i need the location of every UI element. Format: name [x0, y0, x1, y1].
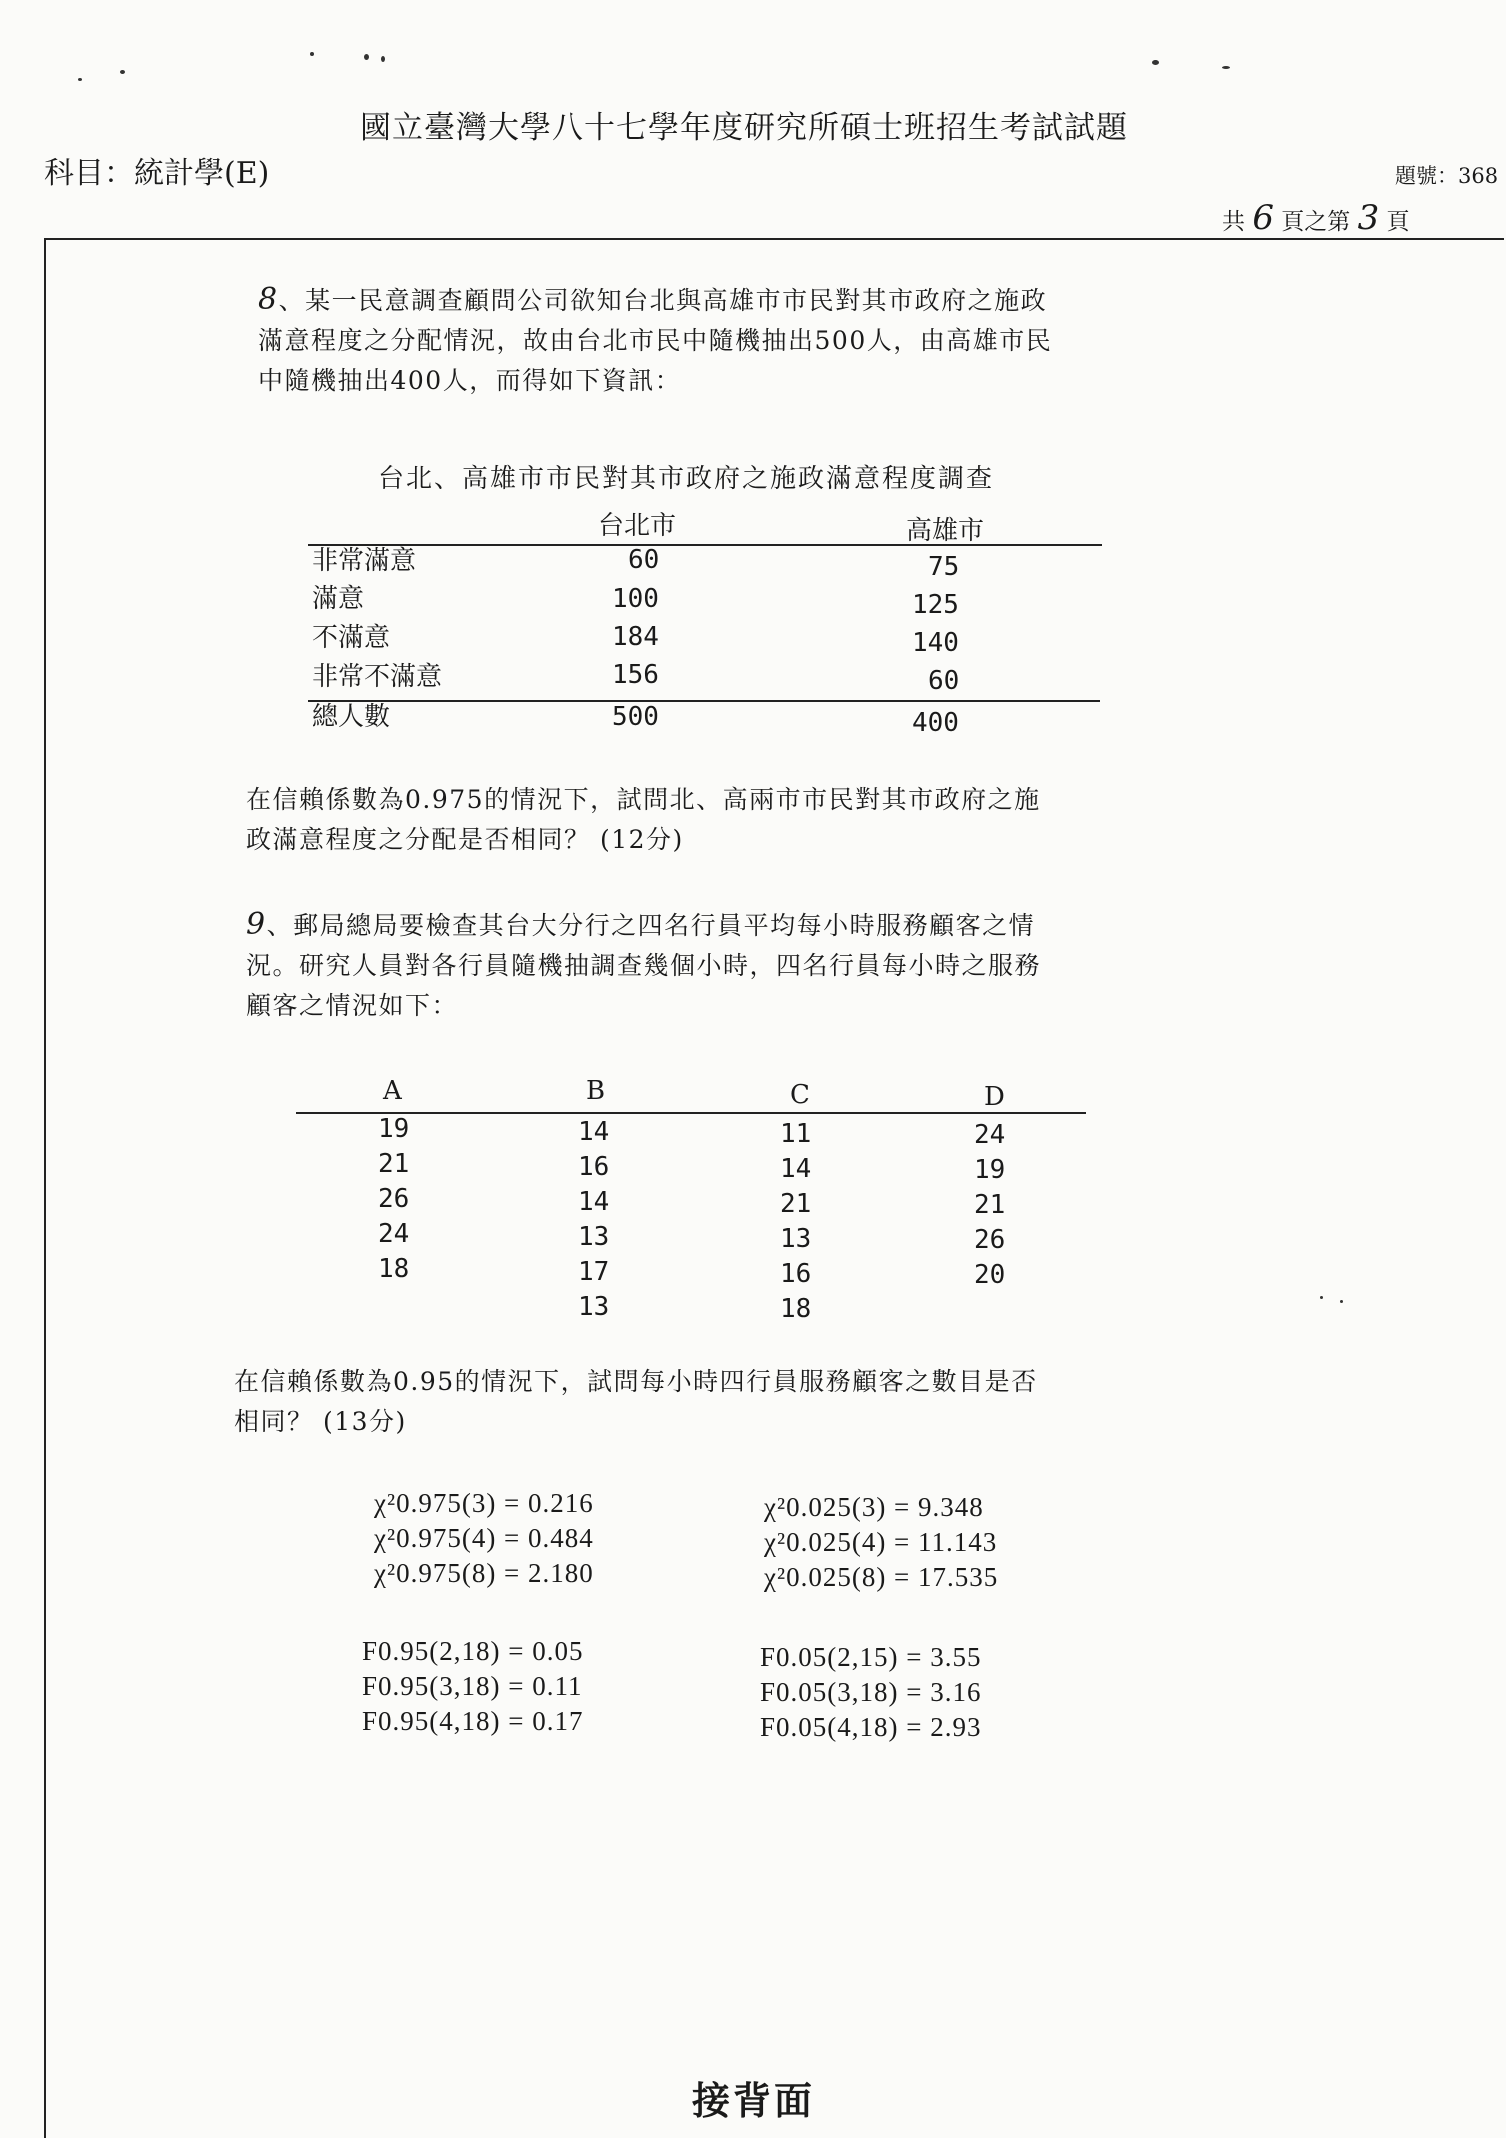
- q9-header-d: D: [984, 1082, 1005, 1112]
- q9-cell: 16: [578, 1152, 610, 1182]
- q9-intro: [246, 905, 1041, 1026]
- q8-row-label: 非常滿意: [312, 546, 417, 576]
- q9-cell: 14: [578, 1117, 610, 1147]
- chi-value: χ²0.975(8) = 2.180: [374, 1558, 594, 1588]
- q9-cell: 24: [974, 1120, 1006, 1150]
- exam-title: 國立臺灣大學八十七學年度研究所碩士班招生考試試題: [360, 110, 1128, 146]
- pages-prefix: 共: [1222, 209, 1245, 235]
- q9-cell: 13: [578, 1292, 610, 1322]
- q8-line-1: 、某一民意調查顧問公司欲知台北與高雄市市民對其市政府之施政: [278, 286, 1048, 315]
- q8-number: 8: [258, 282, 279, 317]
- q8-total-taipei: 500: [612, 702, 659, 732]
- q8-cell: 184: [612, 622, 659, 652]
- q8-col-header-kaohsiung: 高雄市: [906, 516, 985, 546]
- q8-col-header-taipei: 台北市: [598, 511, 677, 541]
- continue-overleaf-note: 接背面: [692, 2078, 816, 2123]
- f-lower-values: [362, 1634, 583, 1739]
- f-value: F0.05(3,18) = 3.16: [760, 1677, 982, 1707]
- q9-table-rule: [296, 1112, 1086, 1114]
- f-value: F0.05(4,18) = 2.93: [760, 1712, 982, 1742]
- q8-total-kaohsiung: 400: [912, 708, 959, 738]
- q8-table-rule-total: [308, 700, 1100, 702]
- q8-row-label: 滿意: [312, 584, 365, 614]
- q8-cell: 125: [912, 590, 959, 620]
- q9-cell: 16: [780, 1259, 812, 1289]
- q9-cell: 24: [378, 1219, 410, 1249]
- q9-column-b: [578, 1115, 609, 1325]
- q8-total-label: 總人數: [312, 702, 391, 732]
- q9-column-c: [780, 1117, 811, 1327]
- q9-question: [234, 1362, 1038, 1442]
- q8-line-2: 滿意程度之分配情況，故由台北市民中隨機抽出500人，由高雄市民: [258, 326, 1053, 355]
- q9-cell: 21: [780, 1189, 812, 1219]
- pages-total: 6: [1252, 198, 1274, 238]
- chi-value: χ²0.025(8) = 17.535: [764, 1562, 999, 1592]
- q9-cell: 17: [578, 1257, 610, 1287]
- q8-cell: 75: [928, 552, 960, 582]
- q8-question: [246, 780, 1041, 860]
- pages-mid: 頁之第: [1281, 209, 1351, 235]
- q9-cell: 11: [780, 1119, 812, 1149]
- f-value: F0.95(3,18) = 0.11: [362, 1671, 583, 1701]
- pages-current: 3: [1357, 198, 1380, 238]
- subject-label: 科目：統計學(E): [44, 156, 270, 191]
- q8-question-line-2: 政滿意程度之分配是否相同？ (12分): [246, 825, 684, 854]
- q9-cell: 13: [578, 1222, 610, 1252]
- q8-table-rule-top: [308, 544, 1102, 546]
- q9-cell: 19: [974, 1155, 1006, 1185]
- q9-column-a: [378, 1112, 409, 1287]
- q8-cell: 140: [912, 628, 959, 658]
- q9-cell: 18: [378, 1254, 410, 1284]
- q8-row-label: 非常不滿意: [312, 662, 443, 692]
- q9-number: 9: [246, 907, 267, 942]
- q9-cell: 20: [974, 1260, 1006, 1290]
- q8-cell: 60: [928, 666, 960, 696]
- q9-cell: 26: [974, 1225, 1006, 1255]
- q9-cell: 18: [780, 1294, 812, 1324]
- q8-intro: [258, 280, 1052, 401]
- q8-question-line-1: 在信賴係數為0.975的情況下，試問北、高兩市市民對其市政府之施: [246, 785, 1041, 814]
- q9-line-2: 況。研究人員對各行員隨機抽調查幾個小時，四名行員每小時之服務: [246, 951, 1042, 980]
- q9-cell: 26: [378, 1184, 410, 1214]
- q9-cell: 19: [378, 1114, 410, 1144]
- q8-table-caption: 台北、高雄市市民對其市政府之施政滿意程度調查: [378, 464, 995, 494]
- q9-line-1: 、郵局總局要檢查其台大分行之四名行員平均每小時服務顧客之情: [266, 911, 1036, 940]
- chi-square-lower-values: [374, 1486, 594, 1591]
- q9-cell: 14: [780, 1154, 812, 1184]
- chi-value: χ²0.975(4) = 0.484: [374, 1523, 594, 1553]
- q8-cell: 60: [628, 545, 660, 575]
- q8-line-3: 中隨機抽出400人，而得如下資訊：: [258, 366, 682, 395]
- q9-question-line-2: 相同？ (13分): [234, 1407, 407, 1436]
- q9-column-d: [974, 1118, 1005, 1293]
- chi-value: χ²0.025(3) = 9.348: [764, 1492, 984, 1522]
- q9-cell: 14: [578, 1187, 610, 1217]
- q9-question-line-1: 在信賴係數為0.95的情況下，試問每小時四行員服務顧客之數目是否: [234, 1367, 1038, 1396]
- q9-cell: 13: [780, 1224, 812, 1254]
- q9-header-a: A: [383, 1076, 402, 1106]
- question-number: 題號：368: [1395, 164, 1499, 188]
- q9-header-c: C: [790, 1080, 810, 1110]
- q8-cell: 156: [612, 660, 659, 690]
- q9-cell: 21: [974, 1190, 1006, 1220]
- f-value: F0.95(4,18) = 0.17: [362, 1706, 584, 1736]
- q9-line-3: 顧客之情況如下：: [246, 991, 459, 1020]
- f-value: F0.95(2,18) = 0.05: [362, 1636, 584, 1666]
- chi-value: χ²0.025(4) = 11.143: [764, 1527, 998, 1557]
- q8-row-label: 不滿意: [312, 623, 391, 653]
- q8-cell: 100: [612, 584, 659, 614]
- f-upper-values: [760, 1640, 981, 1745]
- chi-value: χ²0.975(3) = 0.216: [374, 1488, 594, 1518]
- page-indicator: [1222, 198, 1410, 238]
- q9-header-b: B: [586, 1076, 606, 1106]
- answer-frame: [44, 238, 1504, 2138]
- pages-suffix: 頁: [1386, 209, 1410, 235]
- q9-cell: 21: [378, 1149, 410, 1179]
- f-value: F0.05(2,15) = 3.55: [760, 1642, 982, 1672]
- chi-square-upper-values: [764, 1490, 998, 1595]
